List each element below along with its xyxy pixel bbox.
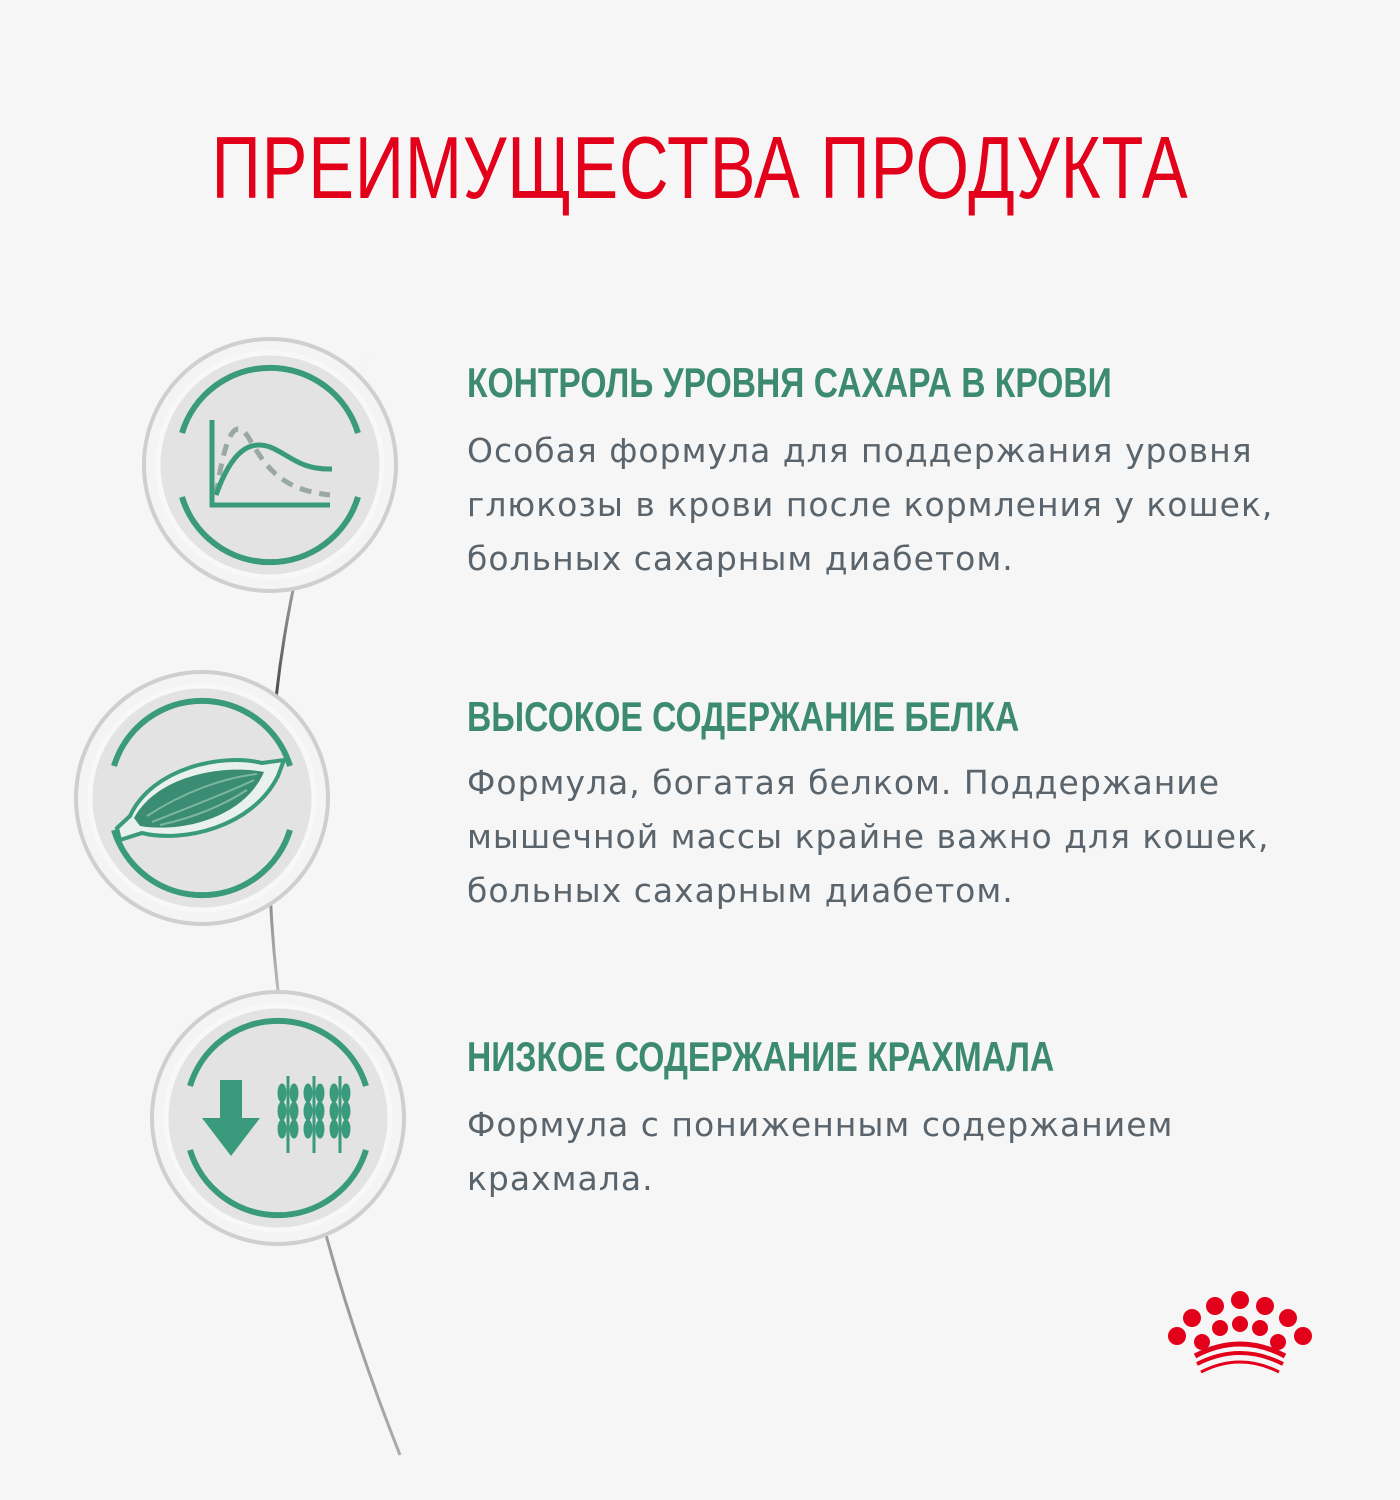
benefit-heading: ВЫСОКОЕ СОДЕРЖАНИЕ БЕЛКА — [467, 693, 1020, 740]
blood-sugar-curve-icon — [140, 335, 400, 595]
page-title: ПРЕИМУЩЕСТВА ПРОДУКТА — [211, 118, 1189, 217]
benefit-description: Формула, богатая белком. Поддержание мышечной массы крайне важно для кошек, больных сахарным диабетом. — [467, 763, 1270, 910]
low-starch-wheat-icon — [148, 988, 408, 1248]
muscle-icon — [72, 668, 332, 928]
benefit-heading: НИЗКОЕ СОДЕРЖАНИЕ КРАХМАЛА — [467, 1033, 1055, 1080]
royal-canin-crown-logo — [1165, 1290, 1315, 1380]
benefit-heading: КОНТРОЛЬ УРОВНЯ САХАРА В КРОВИ — [467, 359, 1112, 406]
benefit-description: Формула с пониженным содержанием крахмала. — [467, 1105, 1174, 1198]
benefit-description: Особая формула для поддержания уровня глюкозы в крови после кормления у кошек, больных сахарным диабетом. — [467, 431, 1274, 578]
